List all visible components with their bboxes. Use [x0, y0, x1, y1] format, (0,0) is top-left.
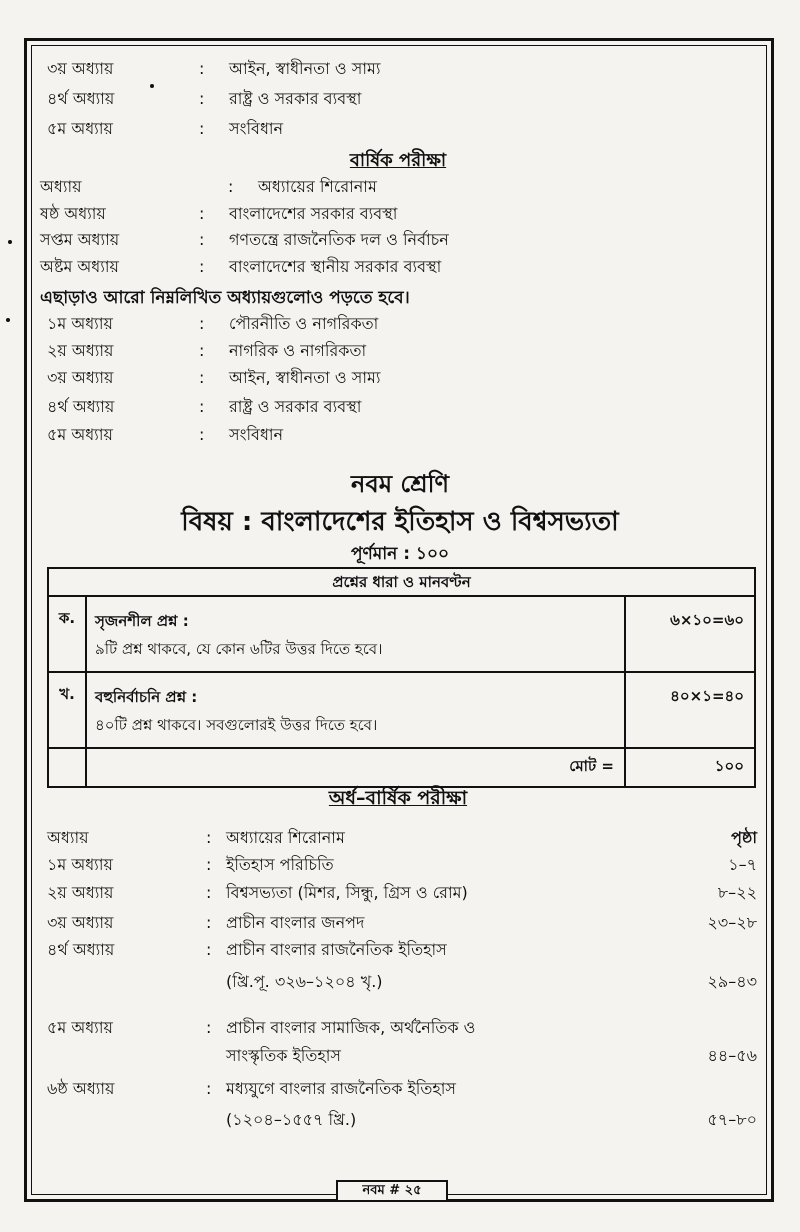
empty-cell — [48, 748, 86, 787]
chapter-label: ৪র্থ অধ্যায় — [47, 89, 115, 108]
separator: : — [199, 368, 205, 387]
page-column-header: পৃষ্ঠা — [731, 828, 757, 847]
chapter-label: ৬ষ্ঠ অধ্যায় — [47, 1079, 115, 1098]
chapter-title: বিশ্বসভ্যতা (মিশর, সিন্ধু, গ্রিস ও রোম) — [226, 883, 468, 902]
separator: : — [199, 341, 205, 360]
table-row — [48, 596, 755, 672]
total-value: ১০০ — [625, 748, 755, 787]
page-range: ২৯–৪৩ — [707, 972, 757, 991]
chapter-label: ৪র্থ অধ্যায় — [47, 940, 115, 959]
chapter-label: ৫ম অধ্যায় — [47, 119, 113, 138]
extra-chapters-note: এছাড়াও আরো নিম্নলিখিত অধ্যায়গুলোও পড়তে হবে। — [40, 288, 410, 308]
table-row — [48, 672, 755, 748]
separator: : — [199, 204, 205, 223]
chapter-label: ১ম অধ্যায় — [47, 855, 113, 874]
separator: : — [199, 397, 205, 416]
chapter-title: প্রাচীন বাংলার রাজনৈতিক ইতিহাস — [226, 940, 447, 959]
chapter-label: ৪র্থ অধ্যায় — [47, 397, 115, 416]
separator: : — [206, 1079, 212, 1098]
total-row — [48, 748, 755, 787]
page-range: ২৩–২৮ — [707, 913, 757, 932]
chapter-label: ১ম অধ্যায় — [47, 314, 113, 333]
question-detail: ৯টি প্রশ্ন থাকবে, যে কোন ৬টির উত্তর দিতে হবে। — [95, 640, 383, 658]
chapter-title-line2: (১২০৪–১৫৫৭ খ্রি.) — [226, 1110, 357, 1129]
class-heading: নবম শ্রেণি — [351, 470, 449, 498]
page-range: ১–৭ — [728, 855, 757, 874]
separator: : — [206, 913, 212, 932]
chapter-column-header: অধ্যায় — [47, 828, 89, 847]
chapter-label: ৩য় অধ্যায় — [47, 913, 114, 932]
page-range: ৫৭–৮০ — [707, 1110, 757, 1129]
separator: : — [199, 425, 205, 444]
chapter-label: ২য় অধ্যায় — [47, 883, 114, 902]
annual-exam-heading: বার্ষিক পরীক্ষা — [349, 150, 447, 171]
question-detail: ৪০টি প্রশ্ন থাকবে। সবগুলোরই উত্তর দিতে হবে। — [95, 716, 378, 734]
chapter-label: ৫ম অধ্যায় — [47, 1018, 113, 1037]
chapter-title: গণতন্ত্রে রাজনৈতিক দল ও নির্বাচন — [229, 230, 449, 249]
separator: : — [199, 89, 205, 108]
subject-heading: বিষয় : বাংলাদেশের ইতিহাস ও বিশ্বসভ্যতা — [181, 507, 619, 537]
separator: : — [199, 59, 205, 78]
marks-distribution-table — [47, 567, 756, 788]
chapter-title: রাষ্ট্র ও সরকার ব্যবস্থা — [229, 89, 362, 108]
chapter-title: আইন, স্বাধীনতা ও সাম্য — [229, 59, 381, 78]
table-header-row — [48, 568, 755, 596]
chapter-title: রাষ্ট্র ও সরকার ব্যবস্থা — [229, 397, 362, 416]
row-label: ক. — [48, 596, 86, 672]
page-number-tag: নবম # ২৫ — [336, 1180, 448, 1202]
table-header: প্রশ্নের ধারা ও মানবণ্টন — [48, 568, 755, 596]
separator: : — [206, 855, 212, 874]
chapter-title: প্রাচীন বাংলার সামাজিক, অর্থনৈতিক ও — [226, 1018, 476, 1037]
ink-speck — [8, 240, 12, 244]
question-type: সৃজনশীল প্রশ্ন : — [95, 612, 189, 630]
full-marks: পূর্ণমান : ১০০ — [350, 544, 450, 564]
chapter-label: সপ্তম অধ্যায় — [40, 230, 120, 249]
chapter-title: বাংলাদেশের সরকার ব্যবস্থা — [229, 204, 398, 223]
separator: : — [199, 314, 205, 333]
chapter-title: বাংলাদেশের স্থানীয় সরকার ব্যবস্থা — [229, 257, 442, 276]
chapter-label: ষষ্ঠ অধ্যায় — [40, 204, 106, 223]
row-label: খ. — [48, 672, 86, 748]
question-type: বহুনির্বাচনি প্রশ্ন : — [95, 688, 198, 706]
row-description — [86, 596, 625, 672]
chapter-label: ৫ম অধ্যায় — [47, 425, 113, 444]
row-description — [86, 672, 625, 748]
ink-speck — [150, 84, 154, 88]
separator: : — [206, 940, 212, 959]
chapter-title: প্রাচীন বাংলার জনপদ — [226, 913, 365, 932]
chapter-title: মধ্যযুগে বাংলার রাজনৈতিক ইতিহাস — [226, 1079, 456, 1098]
chapter-title: ইতিহাস পরিচিতি — [226, 855, 334, 874]
chapter-title: নাগরিক ও নাগরিকতা — [229, 341, 367, 360]
row-marks: ৪০×১=৪০ — [625, 672, 755, 748]
chapter-label: ৩য় অধ্যায় — [47, 368, 114, 387]
separator: : — [206, 1018, 212, 1037]
page-range: ৪৪–৫৬ — [707, 1046, 757, 1065]
separator: : — [206, 828, 212, 847]
chapter-title: সংবিধান — [229, 425, 284, 444]
chapter-label: ২য় অধ্যায় — [47, 341, 114, 360]
chapter-label: ৩য় অধ্যায় — [47, 59, 114, 78]
chapter-title: সংবিধান — [229, 119, 284, 138]
chapter-title: আইন, স্বাধীনতা ও সাম্য — [229, 368, 381, 387]
ink-speck — [6, 318, 10, 322]
separator: : — [228, 177, 234, 196]
chapter-label: অষ্টম অধ্যায় — [40, 257, 119, 276]
separator: : — [199, 119, 205, 138]
chapter-title-line2: সাংস্কৃতিক ইতিহাস — [226, 1046, 342, 1065]
separator: : — [199, 257, 205, 276]
title-column-header: অধ্যায়ের শিরোনাম — [226, 828, 345, 847]
page-range: ৮–২২ — [717, 883, 757, 902]
chapter-title-line2: (খ্রি.পূ. ৩২৬–১২০৪ খৃ.) — [226, 972, 383, 991]
chapter-column-header: অধ্যায় — [40, 177, 82, 196]
chapter-title: পৌরনীতি ও নাগরিকতা — [229, 314, 379, 333]
row-marks: ৬×১০=৬০ — [625, 596, 755, 672]
total-label: মোট = — [86, 748, 625, 787]
title-column-header: অধ্যায়ের শিরোনাম — [258, 177, 377, 196]
separator: : — [199, 230, 205, 249]
half-yearly-heading: অর্ধ–বার্ষিক পরীক্ষা — [328, 787, 468, 809]
separator: : — [206, 883, 212, 902]
